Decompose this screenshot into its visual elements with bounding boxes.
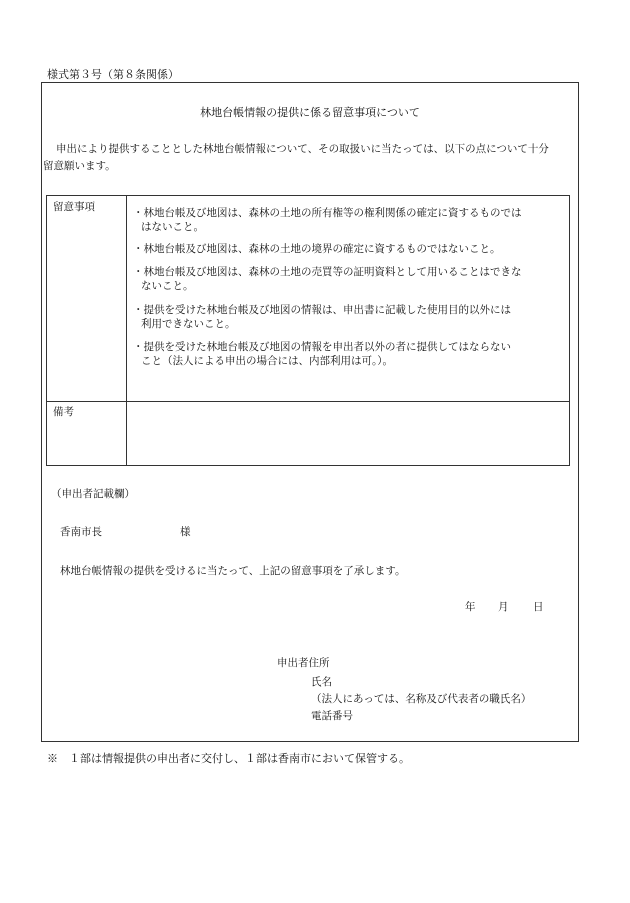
term-item-2 <box>133 243 573 257</box>
applicant-name-label: 氏名 <box>311 676 332 688</box>
notes-header: 備考 <box>53 406 74 418</box>
table-column-divider <box>126 196 127 465</box>
term-item-line: 利用できないこと。 <box>141 317 236 330</box>
term-item-line: ・提供を受けた林地台帳及び地図の情報は、申出書に記載した使用目的以外には <box>133 304 511 316</box>
date-month-label: 月 <box>498 601 509 613</box>
phone-number-label: 電話番号 <box>311 710 353 722</box>
form-number-label: 様式第３号（第８条関係） <box>47 68 179 81</box>
term-item-line: ・林地台帳及び地図は、森林の土地の境界の確定に資するものではないこと。 <box>133 243 501 255</box>
intro-line-2: 留意願います。 <box>43 160 116 172</box>
intro-line-1: 申出により提供することとした林地台帳情報について、その取扱いに当たっては、以下の点について十分 <box>56 143 549 155</box>
term-item-3 <box>133 266 573 293</box>
term-item-4 <box>133 304 573 331</box>
term-item-line: はないこと。 <box>141 220 204 233</box>
term-item-line: ・林地台帳及び地図は、森林の土地の所有権等の権利関係の確定に資するものでは <box>133 207 522 219</box>
term-item-5 <box>133 341 573 368</box>
applicant-address-label: 申出者住所 <box>277 657 330 669</box>
term-item-1 <box>133 207 573 234</box>
addressee: 香南市長 <box>60 526 102 538</box>
terms-header: 留意事項 <box>53 201 95 213</box>
corporation-note: （法人にあっては、名称及び代表者の職氏名） <box>311 693 532 705</box>
term-item-line: こと（法人による申出の場合には、内部利用は可。）。 <box>141 354 393 367</box>
date-year-label: 年 <box>465 601 476 613</box>
date-day-label: 日 <box>533 601 544 613</box>
term-item-line: ・林地台帳及び地図は、森林の土地の売買等の証明資料として用いることはできな <box>133 266 522 278</box>
consent-statement: 林地台帳情報の提供を受けるに当たって、上記の留意事項を了承します。 <box>60 565 406 577</box>
document-title: 林地台帳情報の提供に係る留意事項について <box>200 106 420 119</box>
table-row-divider <box>47 401 569 402</box>
applicant-section-label: （申出者記載欄） <box>51 488 135 500</box>
footnote: ※ １部は情報提供の申出者に交付し、１部は香南市において保管する。 <box>47 752 410 765</box>
term-item-line: ないこと。 <box>141 279 194 292</box>
addressee-honorific: 様 <box>180 526 191 538</box>
term-item-line: ・提供を受けた林地台帳及び地図の情報を申出者以外の者に提供してはならない <box>133 341 511 353</box>
